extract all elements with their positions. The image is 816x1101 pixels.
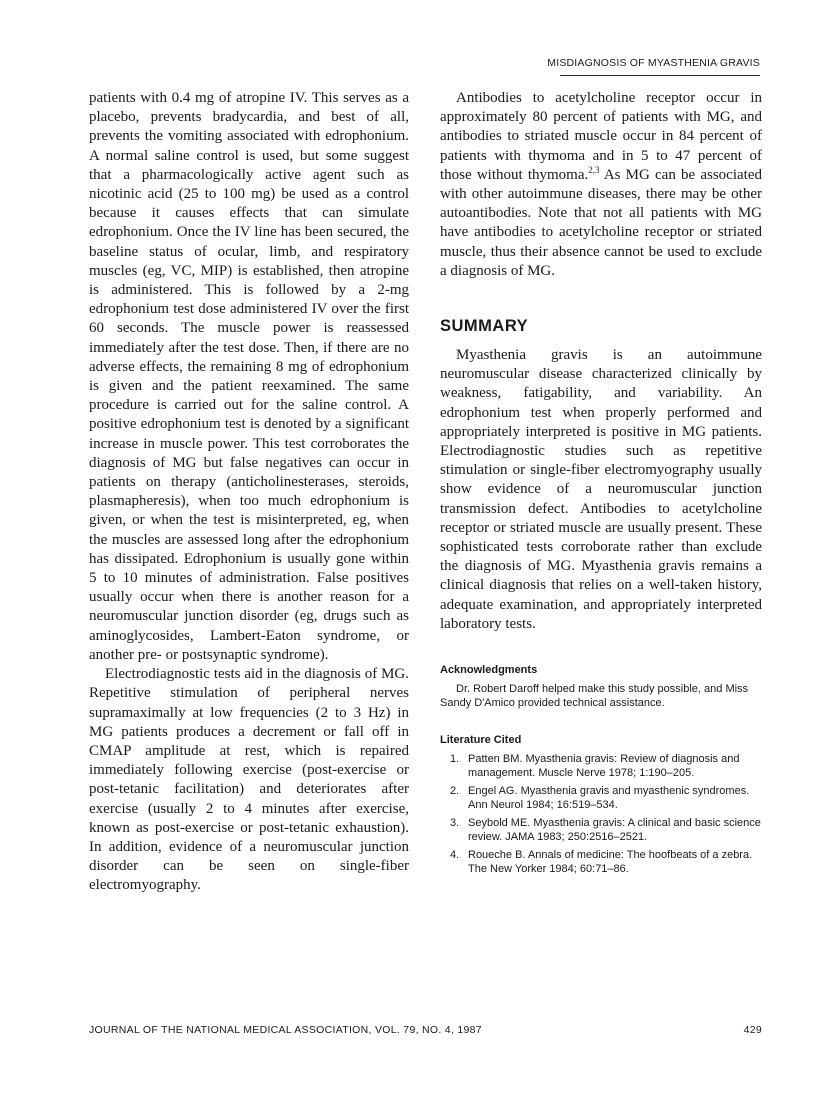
summary-paragraph: Myasthenia gravis is an autoimmune neuromuscular disease characterized clinically by weakness, fatigability, and variability. An edrophonium test when properly performed and appropriately interpreted is positive in MG patients. Electrodiagnostic studies such as repetitive stimulation or single-fiber electromyography usually show evidence of a neuromuscular junction transmission defect. Antibodies to acetylcholine receptor or striated muscle are usually present. These sophisticated tests corroborate rather than exclude the diagnosis of MG. Myasthenia gravis remains a clinical diagnosis that relies on a well-taken history, adequate examination, and appropriately interpreted laboratory tests.: [440, 347, 762, 632]
reference-number: 4.: [450, 849, 460, 862]
antibody-text-part1: Antibodies to acetylcholine receptor occur in approximately 80 percent of patients with MG, and antibodies to striated muscle occur in 84 percent of patients with thymoma and in 5 to 47 percent of those without thymoma.: [440, 90, 762, 183]
reference-item: [440, 752, 762, 780]
summary-heading: SUMMARY: [440, 317, 529, 336]
reference-item: [440, 848, 762, 876]
left-column: [89, 89, 409, 896]
body-paragraph-edrophonium: patients with 0.4 mg of atropine IV. This serves as a placebo, prevents bradycardia, and best of all, prevents the vomiting associated with edrophonium. A normal saline control is used, but some suggest that a pharmacologically active agent such as nicotinic acid (25 to 100 mg) be used as a control because it causes effects that can simulate edrophonium. Once the IV line has been secured, the baseline status of ocular, limb, and respiratory muscles (eg, VC, MIP) is established, then atropine is administered. This is followed by a 2-mg edrophonium test dose administered IV over the first 60 seconds. The muscle power is reassessed immediately after the test dose. Then, if there are no adverse effects, the remaining 8 mg of edrophonium is given and the patient reexamined. The same procedure is carried out for the saline control. A positive edrophonium test is denoted by a significant increase in muscle power. This test corroborates the diagnosis of MG but false negatives can occur in patients on therapy (anticholinesterases, steroids, plasmapheresis), when too much edrophonium is given, or when the test is misinterpreted, eg, when the muscles are assessed long after the edrophonium has dissipated. Edrophonium is usually gone within 5 to 10 minutes of administration. False positives usually occur when there is another reason for a neuromuscular junction disorder (eg, drugs such as aminoglycosides, Lambert-Eaton syndrome, or another pre- or postsynaptic syndrome).: [89, 90, 409, 663]
acknowledgments-text: Dr. Robert Daroff helped make this study possible, and Miss Sandy D'Amico provided technical assistance.: [440, 683, 749, 710]
reference-number: 1.: [450, 753, 460, 766]
page-number: 429: [743, 1024, 762, 1036]
reference-text: Patten BM. Myasthenia gravis: Review of diagnosis and management. Muscle Nerve 1978; 1:190–205.: [468, 753, 740, 780]
antibody-text-part2: As MG can be associated with other autoimmune diseases, there may be other autoantibodies. Note that not all patients with MG have antibodies to acetylcholine receptor or striated muscle, thus their absence cannot be used to exclude a diagnosis of MG.: [440, 166, 762, 279]
reference-list: [440, 752, 762, 876]
body-paragraph-electrodiagnostic: Electrodiagnostic tests aid in the diagnosis of MG. Repetitive stimulation of peripheral nerves supramaximally at low frequencies (2 to 3 Hz) in MG patients produces a decrement or fall off in CMAP amplitude at rest, which is repaired immediately following exercise (post-exercise or post-tetanic facilitation) and deteriorates after exercise (usually 2 to 4 minutes after exercise, known as post-exercise or post-tetanic exhaustion). In addition, evidence of a neuromuscular junction disorder can be seen on single-fiber electromyography.: [89, 666, 409, 894]
reference-number: 3.: [450, 817, 460, 830]
reference-number: 2.: [450, 785, 460, 798]
header-rule: [560, 75, 760, 76]
acknowledgments-section: [440, 664, 762, 710]
literature-cited-section: [440, 734, 762, 876]
literature-cited-heading: Literature Cited: [440, 734, 522, 747]
right-column: [440, 89, 762, 880]
reference-item: [440, 784, 762, 812]
reference-text: Engel AG. Myasthenia gravis and myasthenic syndromes. Ann Neurol 1984; 16:519–534.: [468, 785, 750, 812]
journal-citation: JOURNAL OF THE NATIONAL MEDICAL ASSOCIATION, VOL. 79, NO. 4, 1987: [89, 1024, 482, 1036]
reference-item: [440, 816, 762, 844]
reference-text: Seybold ME. Myasthenia gravis: A clinical and basic science review. JAMA 1983; 250:2516–2521.: [468, 817, 761, 844]
citation-superscript: 2,3: [588, 164, 600, 175]
reference-text: Roueche B. Annals of medicine: The hoofbeats of a zebra. The New Yorker 1984; 60:71–86.: [468, 849, 753, 876]
body-paragraph-antibodies: [440, 89, 762, 281]
page-footer: [89, 1024, 762, 1036]
running-head: MISDIAGNOSIS OF MYASTHENIA GRAVIS: [547, 57, 760, 69]
acknowledgments-heading: Acknowledgments: [440, 664, 538, 677]
